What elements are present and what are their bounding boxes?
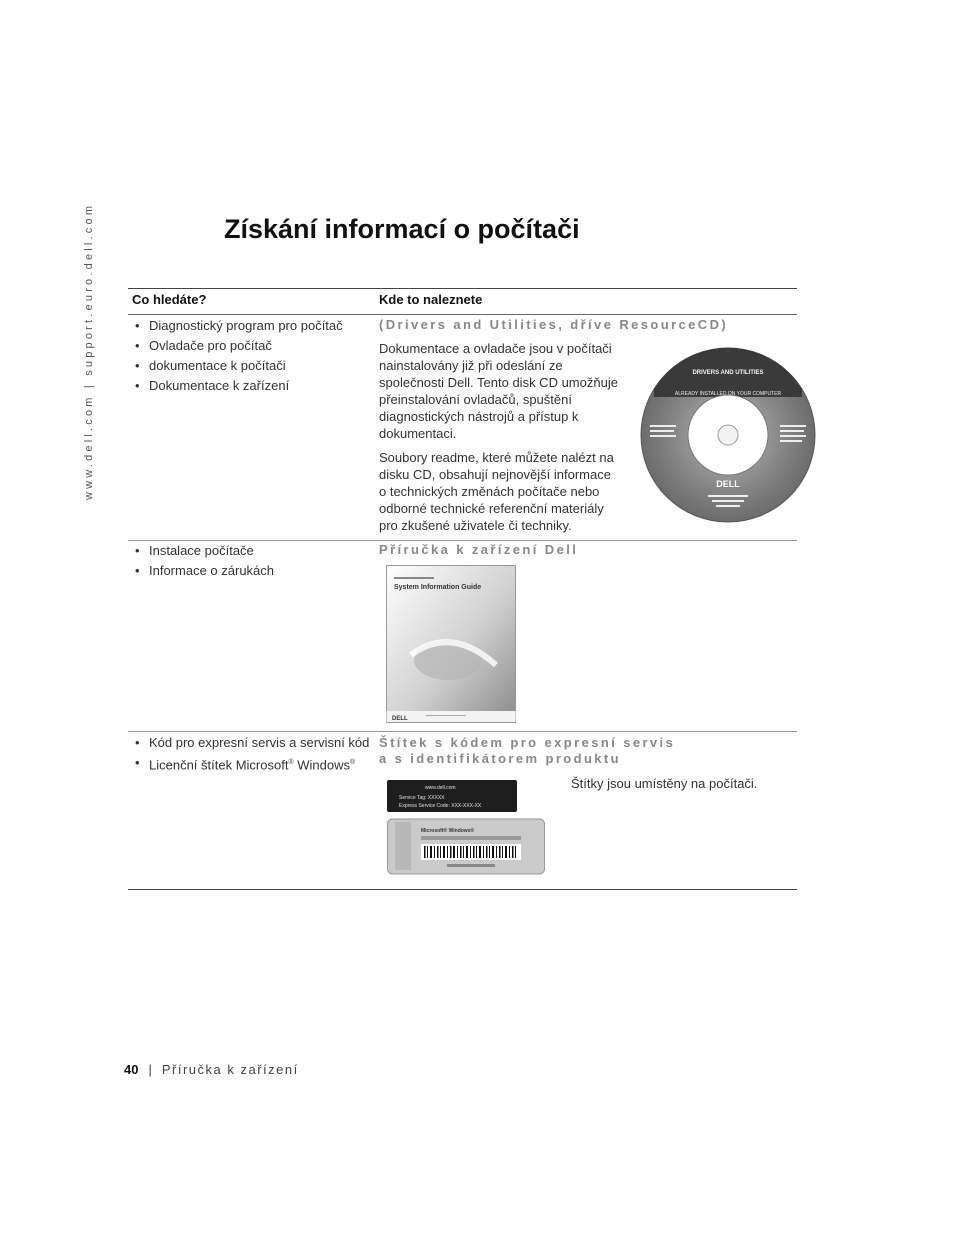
guide-cover-image — [386, 565, 516, 723]
table-row — [128, 732, 797, 890]
service-tag-line: Service Tag: XXXXX — [399, 795, 445, 801]
guide-title: System Information Guide — [394, 584, 482, 591]
paragraph: Dokumentace a ovladače jsou v počítači nainstalovány již při odeslání ze společnosti Dell. Tento disk CD umožňuje přeinstalování ovladačů, spuštění diagnostických nástrojů a přístup k dokumentaci. — [379, 341, 618, 441]
list-item: • Informace o zárukách — [134, 561, 374, 581]
section-heading: Příručka k zařízení Dell — [379, 542, 579, 557]
labels-image — [387, 780, 547, 880]
guide-brand-logo: DELL — [392, 716, 408, 722]
cd-label-subtitle: ALREADY INSTALLED ON YOUR COMPUTER — [674, 391, 782, 397]
paragraph: Soubory readme, které můžete nalézt na disku CD, obsahují nejnovější informace o technických změnách počítače nebo odborné technické referenční materiály pro zkušené uživatele či techniky. — [379, 450, 614, 533]
page-footer — [124, 1062, 299, 1077]
row1-items — [134, 316, 374, 396]
windows-label: Windows — [297, 757, 350, 773]
tags-note: Štítky jsou umístěny na počítači. — [571, 776, 758, 791]
row3-items — [134, 733, 374, 775]
service-tag-url: www.dell.com — [425, 785, 456, 791]
col1-header: Co hledáte? — [132, 292, 207, 307]
cd-label-title: DRIVERS AND UTILITIES — [692, 370, 764, 376]
list-item: • dokumentace k počítači — [134, 356, 374, 376]
license-brand: Microsoft® Windows® — [421, 828, 475, 834]
table-row — [128, 541, 797, 732]
cd-image — [638, 345, 818, 525]
table-row — [128, 315, 797, 541]
section-heading: a s identifikátorem produktu — [379, 751, 622, 766]
list-item: • Ovladače pro počítač — [134, 336, 374, 356]
list-item: • Dokumentace k zařízení — [134, 376, 374, 396]
page-number: 40 — [124, 1062, 139, 1077]
row2-items — [134, 541, 374, 581]
page-title: Získání informací o počítači — [224, 214, 580, 244]
list-item — [134, 753, 374, 775]
table-header — [128, 288, 797, 315]
registered-mark: ® — [350, 759, 356, 766]
cd-brand-logo: DELL — [716, 479, 740, 489]
footer-separator: | — [148, 1062, 152, 1077]
col2-header: Kde to naleznete — [379, 292, 483, 307]
section-heading: (Drivers and Utilities, dříve ResourceCD) — [379, 317, 729, 332]
info-table — [128, 288, 797, 890]
footer-title: Příručka k zařízení — [161, 1062, 299, 1077]
list-item: • Diagnostický program pro počítač — [134, 316, 374, 336]
service-tag-line: Express Service Code: XXX-XXX-XX — [399, 803, 482, 809]
registered-mark: ® — [288, 759, 294, 766]
list-item: • Kód pro expresní servis a servisní kód — [134, 733, 374, 753]
side-url: www.dell.com | support.euro.dell.com — [83, 202, 95, 500]
microsoft-label: Licenční štítek Microsoft — [149, 757, 289, 773]
section-heading: Štítek s kódem pro expresní servis — [379, 735, 676, 750]
list-item: • Instalace počítače — [134, 541, 374, 561]
